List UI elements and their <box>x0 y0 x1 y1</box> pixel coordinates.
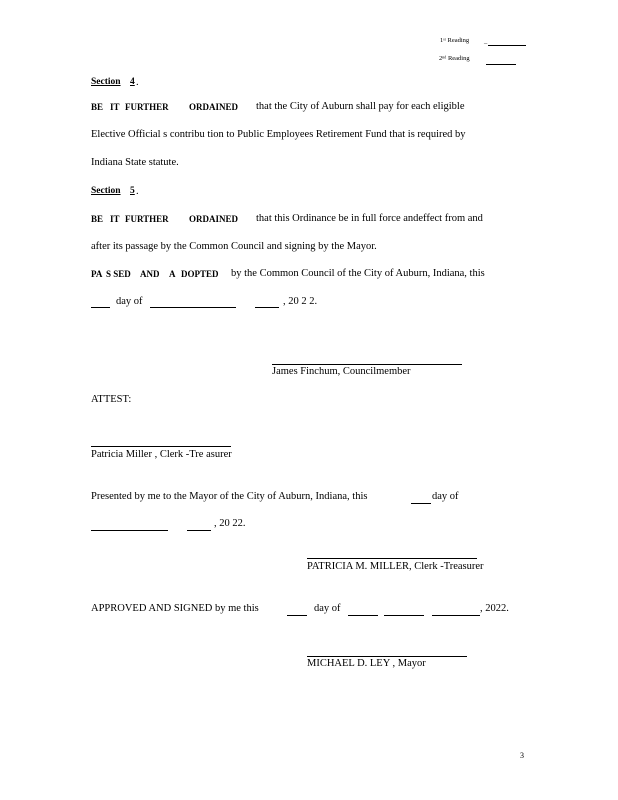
section-4-ordained: ORDAINED <box>189 102 239 112</box>
section-4-number: 4 <box>130 77 135 87</box>
mayor-signature-line <box>307 656 467 657</box>
approved-day-blank <box>287 615 307 616</box>
passed-month-blank-2 <box>255 307 279 308</box>
first-reading-line <box>488 45 526 46</box>
passed-pa: PA <box>91 269 103 279</box>
passed-year: , 20 2 2. <box>283 296 318 307</box>
approved-blank-1 <box>348 615 378 616</box>
passed-ssed: S SED <box>106 269 131 279</box>
first-reading-dash: _ <box>484 38 488 45</box>
section-4-dot: . <box>136 77 139 88</box>
section-5-dot: . <box>136 186 139 197</box>
section-5-further: FURTHER <box>125 214 169 224</box>
approved-blank-2 <box>384 615 424 616</box>
councilmember-name: James Finchum, Councilmember <box>272 366 411 377</box>
section-5-ordained: ORDAINED <box>189 214 239 224</box>
first-reading-label: 1ˢᵗ Reading <box>440 37 470 44</box>
section-5-line-2: after its passage by the Common Council and signing by the Mayor. <box>91 241 377 252</box>
section-5-be: BE <box>91 214 104 224</box>
presented-day-blank <box>411 503 431 504</box>
passed-day-blank <box>91 307 110 308</box>
passed-day-of: day of <box>116 296 143 307</box>
presented-year: , 20 22. <box>214 518 246 529</box>
section-4-be: BE <box>91 102 104 112</box>
section-4-line-2: Elective Official s contribu tion to Public Employees Retirement Fund that is required by <box>91 129 466 140</box>
presented-month-blank-2 <box>187 530 211 531</box>
second-reading-label: 2ⁿᵈ Reading <box>439 55 470 62</box>
section-5-line-1: that this Ordinance be in full force andeffect from and <box>256 213 483 224</box>
section-4-line-1: that the City of Auburn shall pay for each eligible <box>256 101 465 112</box>
passed-line-1: by the Common Council of the City of Auburn, Indiana, this <box>231 268 485 279</box>
section-5-it: IT <box>110 214 120 224</box>
passed-a: A <box>169 269 176 279</box>
approved-year: , 2022. <box>480 603 509 614</box>
approved-blank-3 <box>432 615 480 616</box>
approved-text: APPROVED AND SIGNED by me this <box>91 603 259 614</box>
presented-day-of: day of <box>432 491 459 502</box>
clerk-treasurer-name: PATRICIA M. MILLER, Clerk -Treasurer <box>307 561 484 572</box>
approved-day-of: day of <box>314 603 341 614</box>
second-reading-line <box>486 64 516 65</box>
mayor-name: MICHAEL D. LEY , Mayor <box>307 658 426 669</box>
section-5-number: 5 <box>130 186 135 196</box>
page-number: 3 <box>520 751 524 760</box>
section-4-further: FURTHER <box>125 102 169 112</box>
attest-label: ATTEST: <box>91 394 132 405</box>
section-4-it: IT <box>110 102 120 112</box>
passed-month-blank <box>150 307 236 308</box>
passed-dopted: DOPTED <box>181 269 219 279</box>
passed-and: AND <box>140 269 160 279</box>
clerk-treasurer-signature-line <box>307 558 477 559</box>
presented-line-1: Presented by me to the Mayor of the City of Auburn, Indiana, this <box>91 491 368 502</box>
section-5-label: Section <box>91 186 121 196</box>
clerk-signature-line <box>91 446 231 447</box>
presented-month-blank <box>91 530 168 531</box>
section-4-label: Section <box>91 77 121 87</box>
clerk-signature-name: Patricia Miller , Clerk -Tre asurer <box>91 449 232 460</box>
councilmember-signature-line <box>272 364 462 365</box>
section-4-line-3: Indiana State statute. <box>91 157 179 168</box>
